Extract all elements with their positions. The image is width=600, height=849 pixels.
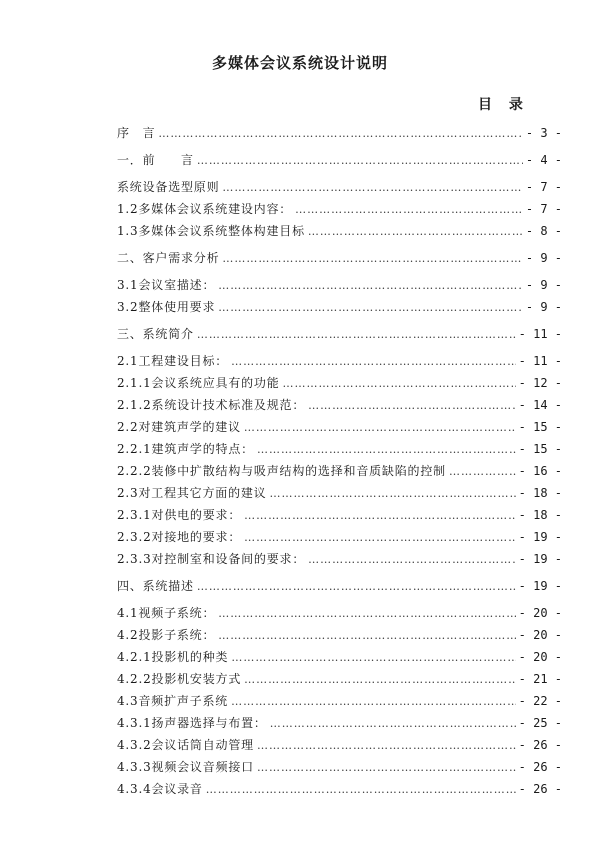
toc-entry-label: 序 言 <box>117 126 156 140</box>
toc-entry[interactable] <box>117 548 562 570</box>
toc-entry-label: 1.3多媒体会议系统整体构建目标 <box>117 224 305 238</box>
toc-entry[interactable] <box>117 220 562 242</box>
toc-entry[interactable] <box>117 323 562 345</box>
toc-dot-leader <box>197 576 516 598</box>
toc-dot-leader <box>222 248 522 270</box>
toc-entry-page: - 7 - <box>525 180 562 194</box>
toc-entry[interactable] <box>117 122 562 144</box>
toc-entry[interactable] <box>117 504 562 526</box>
toc-entry[interactable] <box>117 372 562 394</box>
toc-entry-label: 2.1工程建设目标： <box>117 354 229 368</box>
toc-entry-page: - 14 - <box>518 398 562 412</box>
toc-entry-label: 2.2对建筑声学的建议 <box>117 420 241 434</box>
toc-entry-page: - 26 - <box>518 738 562 752</box>
toc-entry-page: - 19 - <box>518 552 562 566</box>
toc-entry[interactable] <box>117 482 562 504</box>
toc-entry-page: - 26 - <box>518 760 562 774</box>
toc-entry-label: 2.3.3对控制室和设备间的要求： <box>117 552 306 566</box>
toc-dot-leader <box>222 177 522 199</box>
toc-dot-leader <box>257 439 516 461</box>
toc-dot-leader <box>218 625 515 647</box>
document-title: 多媒体会议系统设计说明 <box>211 54 388 72</box>
toc-entry-page: - 20 - <box>518 650 562 664</box>
toc-dot-leader <box>197 150 523 172</box>
toc-entry-label: 2.3.1对供电的要求： <box>117 508 242 522</box>
toc-entry[interactable] <box>117 734 562 756</box>
toc-entry[interactable] <box>117 350 562 372</box>
toc-dot-leader <box>206 779 516 801</box>
toc-entry-page: - 18 - <box>518 508 562 522</box>
toc-entry-page: - 20 - <box>518 606 562 620</box>
toc-dot-leader <box>308 549 516 571</box>
toc-entry-page: - 4 - <box>525 153 562 167</box>
toc-entry[interactable] <box>117 646 562 668</box>
toc-entry-label: 4.2.1投影机的种类 <box>117 650 229 664</box>
toc-entry-page: - 15 - <box>518 442 562 456</box>
toc-entry[interactable] <box>117 624 562 646</box>
toc-entry[interactable] <box>117 394 562 416</box>
toc-heading: 目 录 <box>478 97 529 113</box>
toc-entry[interactable] <box>117 756 562 778</box>
toc-entry-label: 2.1.2系统设计技术标准及规范： <box>117 398 306 412</box>
toc-entry-label: 3.2整体使用要求 <box>117 300 216 314</box>
toc-dot-leader <box>218 275 523 297</box>
toc-dot-leader <box>270 483 516 505</box>
toc-entry-label: 4.3.3视频会议音频接口 <box>117 760 254 774</box>
toc-entry[interactable] <box>117 460 562 482</box>
toc-entry-page: - 25 - <box>518 716 562 730</box>
toc-entry-label: 1.2多媒体会议系统建设内容： <box>117 202 293 216</box>
toc-entry-label: 2.3.2对接地的要求： <box>117 530 242 544</box>
toc-entry-label: 2.3对工程其它方面的建议 <box>117 486 267 500</box>
toc-entry[interactable] <box>117 296 562 318</box>
toc-entry-page: - 11 - <box>518 354 562 368</box>
toc-entry-label: 4.1视频子系统： <box>117 606 216 620</box>
toc-dot-leader <box>270 713 516 735</box>
toc-entry-label: 4.3.1扬声器选择与布置： <box>117 716 267 730</box>
toc-entry-page: - 9 - <box>525 251 562 265</box>
toc-dot-leader <box>257 735 516 757</box>
toc-dot-leader <box>308 395 516 417</box>
toc-dot-leader <box>244 505 516 527</box>
toc-dot-leader <box>218 297 523 319</box>
toc-dot-leader <box>231 351 516 373</box>
toc-dot-leader <box>197 324 516 346</box>
toc-entry-page: - 19 - <box>518 530 562 544</box>
toc-entry-label: 系统设备选型原则 <box>117 180 220 194</box>
toc-entry-page: - 9 - <box>525 300 562 314</box>
toc-entry-page: - 3 - <box>525 126 562 140</box>
toc-entry-label: 4.3.2会议话筒自动管理 <box>117 738 254 752</box>
toc-entry-page: - 19 - <box>518 579 562 593</box>
toc-entry[interactable] <box>117 416 562 438</box>
toc-entry-page: - 7 - <box>525 202 562 216</box>
toc-dot-leader <box>244 527 516 549</box>
toc-entry[interactable] <box>117 712 562 734</box>
toc-entry-label: 三、系统简介 <box>117 327 194 341</box>
toc-entry[interactable] <box>117 274 562 296</box>
toc-dot-leader <box>244 417 516 439</box>
toc-dot-leader <box>158 123 522 145</box>
toc-dot-leader <box>283 373 516 395</box>
toc-entry-page: - 21 - <box>518 672 562 686</box>
toc-dot-leader <box>257 757 516 779</box>
toc-entry[interactable] <box>117 690 562 712</box>
toc-entry[interactable] <box>117 575 562 597</box>
toc-entry-label: 2.2.2装修中扩散结构与吸声结构的选择和音质缺陷的控制 <box>117 464 446 478</box>
toc-entry[interactable] <box>117 149 562 171</box>
toc-entry[interactable] <box>117 247 562 269</box>
toc-entry[interactable] <box>117 526 562 548</box>
toc-entry[interactable] <box>117 668 562 690</box>
toc-entry-label: 4.3音频扩声子系统 <box>117 694 229 708</box>
toc-entry[interactable] <box>117 176 562 198</box>
toc-entry[interactable] <box>117 438 562 460</box>
toc-entry-page: - 18 - <box>518 486 562 500</box>
toc-entry-label: 四、系统描述 <box>117 579 194 593</box>
toc-entry-page: - 22 - <box>518 694 562 708</box>
toc-entry-label: 2.2.1建筑声学的特点： <box>117 442 254 456</box>
toc-dot-leader <box>231 647 515 669</box>
toc-entry-label: 4.2.2投影机安装方式 <box>117 672 242 686</box>
toc-entry-label: 二、客户需求分析 <box>117 251 220 265</box>
toc-entry-page: - 11 - <box>518 327 562 341</box>
toc-entry-label: 3.1会议室描述： <box>117 278 216 292</box>
toc-dot-leader <box>244 669 516 691</box>
table-of-contents <box>117 122 562 800</box>
toc-dot-leader <box>308 221 523 243</box>
toc-entry-page: - 8 - <box>525 224 562 238</box>
toc-entry-page: - 16 - <box>518 464 562 478</box>
toc-entry-page: - 26 - <box>518 782 562 796</box>
toc-entry-page: - 9 - <box>525 278 562 292</box>
toc-entry-page: - 15 - <box>518 420 562 434</box>
toc-dot-leader <box>449 461 516 483</box>
toc-entry-page: - 12 - <box>518 376 562 390</box>
toc-entry-label: 4.2投影子系统： <box>117 628 216 642</box>
toc-entry[interactable] <box>117 198 562 220</box>
toc-entry-label: 一．前 言 <box>117 153 194 167</box>
toc-dot-leader <box>231 691 516 713</box>
toc-entry-page: - 20 - <box>518 628 562 642</box>
toc-dot-leader <box>295 199 523 221</box>
toc-entry[interactable] <box>117 778 562 800</box>
toc-dot-leader <box>218 603 515 625</box>
toc-entry-label: 2.1.1会议系统应具有的功能 <box>117 376 280 390</box>
toc-entry[interactable] <box>117 602 562 624</box>
toc-entry-label: 4.3.4会议录音 <box>117 782 203 796</box>
